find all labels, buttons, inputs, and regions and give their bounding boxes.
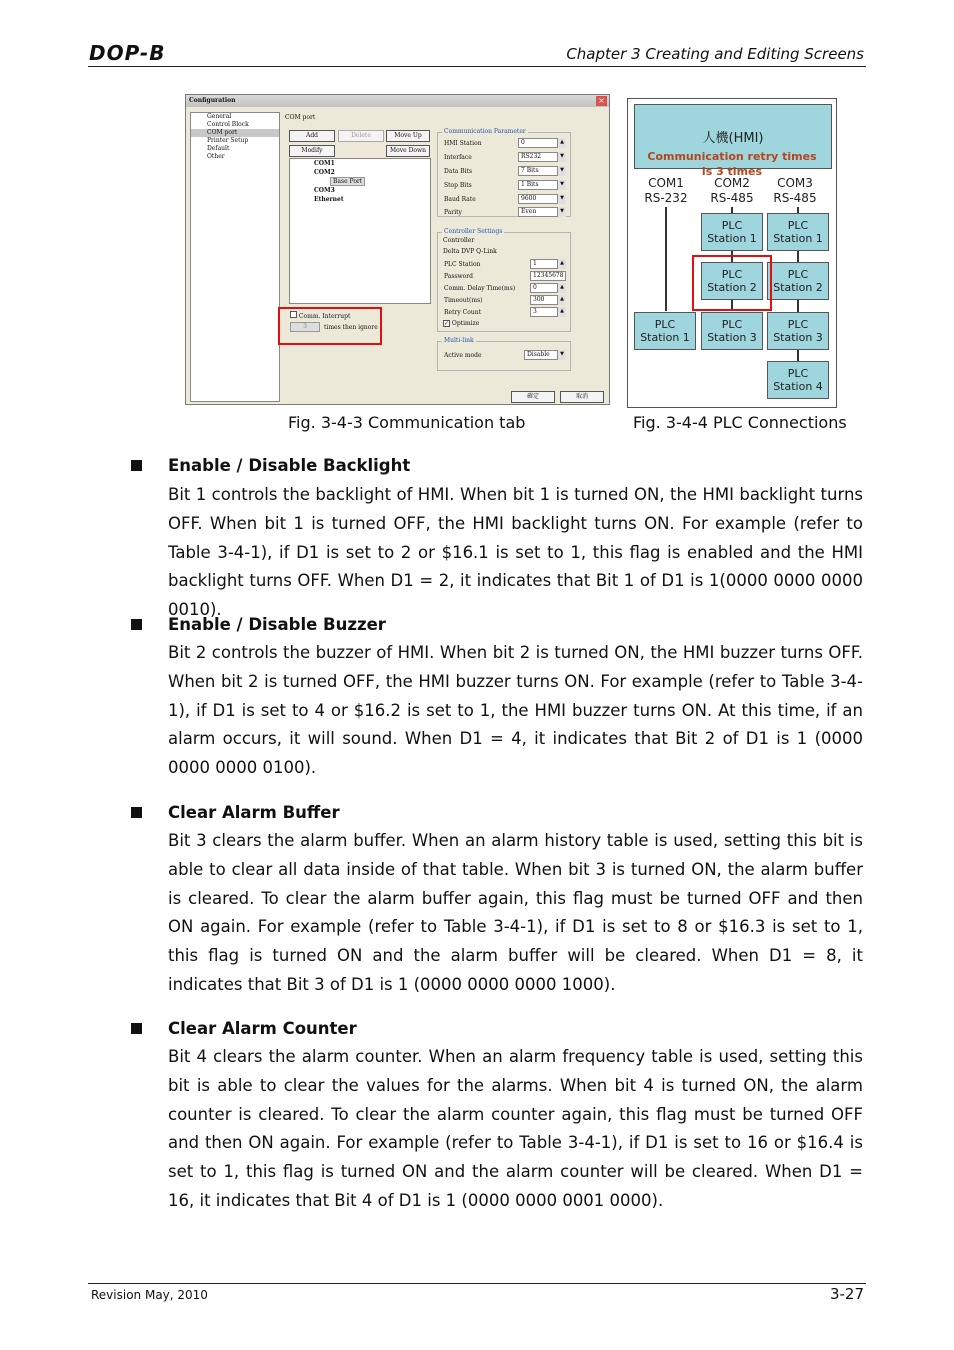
- port-tree: [289, 158, 431, 304]
- port-item-com2[interactable]: COM2: [314, 169, 335, 176]
- plc-station: Station 1: [640, 331, 690, 344]
- bullet-square-icon: [131, 807, 142, 818]
- paragraph-clear-alarm-buffer: Bit 3 clears the alarm buffer. When an alarm history table is used, setting this bit is able to clear all data inside of that table. When bit 3 is turned ON, the alarm buffer is cleared. To clear the alarm buffer again, this flag must be turned OFF and then ON again. For example (refer to Table 3-4-1), if D1 is set to 8 or $16.3 is set to 1, this flag is turned ON and the alarm buffer will be cleared. When D1 = 8, it indicates that Bit 3 of D1 is 1 (0000 0000 0000 1000).: [168, 831, 863, 994]
- tree-item-printer-setup[interactable]: Printer Setup: [207, 137, 249, 144]
- plc-station: Station 2: [773, 281, 823, 294]
- baud-rate-label: Baud Rate: [444, 196, 476, 203]
- data-bits-row: [444, 166, 566, 177]
- chevron-down-icon[interactable]: ▼: [557, 166, 566, 176]
- chevron-down-icon[interactable]: ▼: [557, 194, 566, 204]
- footer-rule: [88, 1283, 866, 1284]
- paragraph-clear-alarm-counter: Bit 4 clears the alarm counter. When an alarm frequency table is used, setting this bit is able to clear the values for the alarms. When bit 4 is turned ON, the alarm counter is cleared. To clear the alarm counter again, this flag must be turned OFF and then ON again. For example (refer to Table 3-4-1), if D1 is set to 16 or $16.4 is set to 1, this flag is turned ON and the alarm counter will be cleared. When D1 = 16, it indicates that Bit 4 of D1 is 1 (0000 0000 0001 0000).: [168, 1047, 863, 1210]
- chevron-down-icon[interactable]: ▼: [557, 152, 566, 162]
- heading-clear-alarm-counter: Clear Alarm Counter: [168, 1019, 357, 1038]
- retry-count-input[interactable]: 3: [530, 307, 566, 317]
- category-tree: [190, 112, 280, 402]
- tree-item-control-block[interactable]: Control Block: [207, 121, 249, 128]
- chevron-down-icon[interactable]: ▼: [557, 207, 566, 217]
- bullet-square-icon: [131, 1023, 142, 1034]
- controller-settings-group: [437, 228, 571, 332]
- plc-com3-station-2: [767, 262, 829, 300]
- heading-clear-alarm-buffer: Clear Alarm Buffer: [168, 803, 340, 822]
- spin-icon[interactable]: ▲: [557, 138, 566, 148]
- plc-com2-station-3: [701, 312, 763, 350]
- figure-caption-1: Fig. 3-4-3 Communication tab: [288, 413, 526, 432]
- plc-com3-station-1: [767, 213, 829, 251]
- plc-station: Station 3: [707, 331, 757, 344]
- timeout-row: [444, 295, 566, 306]
- baud-rate-select[interactable]: 9600: [518, 194, 566, 204]
- spin-icon[interactable]: ▲: [557, 307, 566, 317]
- spin-icon[interactable]: ▲: [557, 295, 566, 305]
- plc-word: PLC: [721, 268, 743, 281]
- ok-button[interactable]: 確定: [511, 391, 555, 403]
- multilink-group: [437, 337, 571, 371]
- plc-com3-station-4: [767, 361, 829, 399]
- plc-word: PLC: [787, 367, 809, 380]
- parity-label: Parity: [444, 209, 462, 216]
- plc-station: Station 4: [773, 380, 823, 393]
- modify-button[interactable]: Modify: [289, 145, 335, 157]
- stop-bits-label: Stop Bits: [444, 182, 472, 189]
- com3-label: [764, 176, 826, 206]
- plc-word: PLC: [787, 268, 809, 281]
- com2-type: RS-485: [710, 191, 754, 205]
- hmi-label: 人機(HMI): [702, 131, 764, 146]
- timeout-label: Timeout(ms): [444, 297, 483, 304]
- bullet-square-icon: [131, 460, 142, 471]
- hmi-station-label: HMI Station: [444, 140, 482, 147]
- checkbox-icon: [290, 311, 297, 318]
- com1-type: RS-232: [644, 191, 688, 205]
- retry-count-row: [444, 307, 566, 318]
- port-item-ethernet[interactable]: Ethernet: [314, 196, 344, 203]
- delay-label: Comm. Delay Time(ms): [444, 285, 516, 292]
- plc-station: Station 2: [707, 281, 757, 294]
- com3-name: COM3: [777, 176, 813, 190]
- base-port-label: Base Port: [330, 177, 365, 186]
- tree-item-other[interactable]: Other: [207, 153, 225, 160]
- stop-bits-row: [444, 180, 566, 191]
- password-row: [444, 271, 566, 282]
- page-number: 3-27: [829, 1285, 864, 1303]
- hmi-station-input[interactable]: 0: [518, 138, 566, 148]
- revision-date: Revision May, 2010: [91, 1288, 208, 1302]
- spin-icon[interactable]: ▲: [557, 259, 566, 269]
- retry-count-label: Retry Count: [444, 309, 481, 316]
- plc-word: PLC: [787, 318, 809, 331]
- hmi-station-row: [444, 138, 566, 149]
- com2-name: COM2: [714, 176, 750, 190]
- plc-com2-station-1: [701, 213, 763, 251]
- plc-station-row: [444, 259, 566, 270]
- com3-type: RS-485: [773, 191, 817, 205]
- data-bits-select[interactable]: 7 Bits: [518, 166, 566, 176]
- move-up-button[interactable]: Move Up: [386, 130, 430, 142]
- configuration-dialog: [185, 94, 610, 405]
- plc-connections-diagram: [627, 98, 837, 408]
- times-label: times then ignore: [324, 324, 378, 331]
- chevron-down-icon[interactable]: ▼: [557, 350, 566, 360]
- plc-station: Station 3: [773, 331, 823, 344]
- com1-label: [638, 176, 694, 206]
- com1-name: COM1: [648, 176, 684, 190]
- times-input[interactable]: 3: [290, 322, 320, 332]
- parity-select[interactable]: Even: [518, 207, 566, 217]
- comm-interrupt-checkbox[interactable]: [290, 311, 350, 320]
- data-bits-label: Data Bits: [444, 168, 473, 175]
- interface-select[interactable]: RS232: [518, 152, 566, 162]
- delete-button[interactable]: Delete: [338, 130, 384, 142]
- controller-settings-title: Controller Settings: [444, 228, 503, 235]
- password-input[interactable]: 12345678: [530, 271, 566, 281]
- bullet-square-icon: [131, 619, 142, 630]
- plc-station-input[interactable]: 1: [530, 259, 566, 269]
- spin-icon[interactable]: ▲: [557, 283, 566, 293]
- chapter-title: Chapter 3 Creating and Editing Screens: [566, 45, 864, 63]
- retry-annotation: [628, 149, 836, 179]
- paragraph-buzzer: Bit 2 controls the buzzer of HMI. When bit 2 is turned ON, the HMI buzzer turns OFF. When bit 2 is turned OFF, the HMI buzzer turns ON. For example (refer to Table 3-4-1), if D1 is set to 4 or $16.2 is set to 1, the HMI buzzer turns ON. At this time, if an alarm occurs, it will sound. When D1 = 4, it indicates that Bit 2 of D1 is 1 (0000 0000 0000 0100).: [168, 643, 863, 778]
- dialog-title: Configuration: [189, 97, 236, 104]
- optimize-label: Optimize: [451, 320, 480, 327]
- password-label: Password: [444, 273, 473, 280]
- port-item-base-port[interactable]: [290, 177, 430, 186]
- plc-station: Station 1: [773, 232, 823, 245]
- tree-item-com-port[interactable]: COM port: [191, 129, 279, 137]
- plc-com3-station-3: [767, 312, 829, 350]
- active-mode-select[interactable]: Disable: [524, 350, 566, 360]
- baud-rate-row: [444, 194, 566, 205]
- add-button[interactable]: Add: [289, 130, 335, 142]
- paragraph-backlight: Bit 1 controls the backlight of HMI. When bit 1 is turned ON, the HMI backlight turns OFF. When bit 1 is turned OFF, the HMI backlight turns ON. For example (refer to Table 3-4-1), if D1 is set to 2 or $16.1 is set to 1, this flag is enabled and the HMI backlight turns OFF. When D1 = 2, it indicates that Bit 1 of D1 is 1(0000 0000 0000 0010).: [168, 485, 863, 620]
- delay-row: [444, 283, 566, 294]
- logo: DOP-B: [89, 41, 166, 65]
- comm-parameter-title: Communication Parameter: [444, 128, 526, 135]
- com1-line: [665, 207, 667, 311]
- header-rule: [88, 66, 866, 67]
- interface-label: Interface: [444, 154, 472, 161]
- comm-parameter-group: [437, 128, 571, 217]
- cancel-button[interactable]: 取消: [560, 391, 604, 403]
- timeout-input[interactable]: 300: [530, 295, 566, 305]
- stop-bits-select[interactable]: 1 Bits: [518, 180, 566, 190]
- chevron-down-icon[interactable]: ▼: [557, 180, 566, 190]
- optimize-checkbox[interactable]: [443, 320, 479, 327]
- controller-value: Delta DVP Q-Link: [443, 248, 497, 255]
- port-item-com3[interactable]: COM3: [314, 187, 335, 194]
- active-mode-label: Active mode: [444, 352, 482, 359]
- comm-interrupt-label: Comm. Interrupt: [298, 313, 351, 320]
- move-down-button[interactable]: Move Down: [386, 145, 430, 157]
- check-icon: ✓: [444, 320, 450, 327]
- close-icon[interactable]: ×: [596, 96, 607, 106]
- port-item-com1[interactable]: COM1: [314, 160, 335, 167]
- plc-com1-station-1: [634, 312, 696, 350]
- plc-word: PLC: [721, 219, 743, 232]
- heading-backlight: Enable / Disable Backlight: [168, 456, 411, 475]
- heading-buzzer: Enable / Disable Buzzer: [168, 615, 386, 634]
- figure-caption-2: Fig. 3-4-4 PLC Connections: [633, 413, 847, 432]
- interface-row: [444, 152, 566, 163]
- active-mode-row: [444, 350, 566, 361]
- dialog-titlebar: [186, 95, 609, 107]
- plc-word: PLC: [721, 318, 743, 331]
- plc-station-label: PLC Station: [444, 261, 481, 268]
- section-title: COM port: [285, 114, 316, 121]
- delay-input[interactable]: 0: [530, 283, 566, 293]
- highlight-box: [692, 255, 772, 311]
- plc-station: Station 1: [707, 232, 757, 245]
- plc-word: PLC: [654, 318, 676, 331]
- retry-line-1: Communication retry times: [647, 150, 817, 163]
- plc-word: PLC: [787, 219, 809, 232]
- tree-item-default[interactable]: Default: [207, 145, 230, 152]
- parity-row: [444, 207, 566, 218]
- tree-item-general[interactable]: General: [207, 113, 232, 120]
- multilink-title: Multi-link: [444, 337, 474, 344]
- controller-label: Controller: [443, 237, 475, 244]
- retry-line-2: is 3 times: [701, 165, 763, 178]
- com2-label: [701, 176, 763, 206]
